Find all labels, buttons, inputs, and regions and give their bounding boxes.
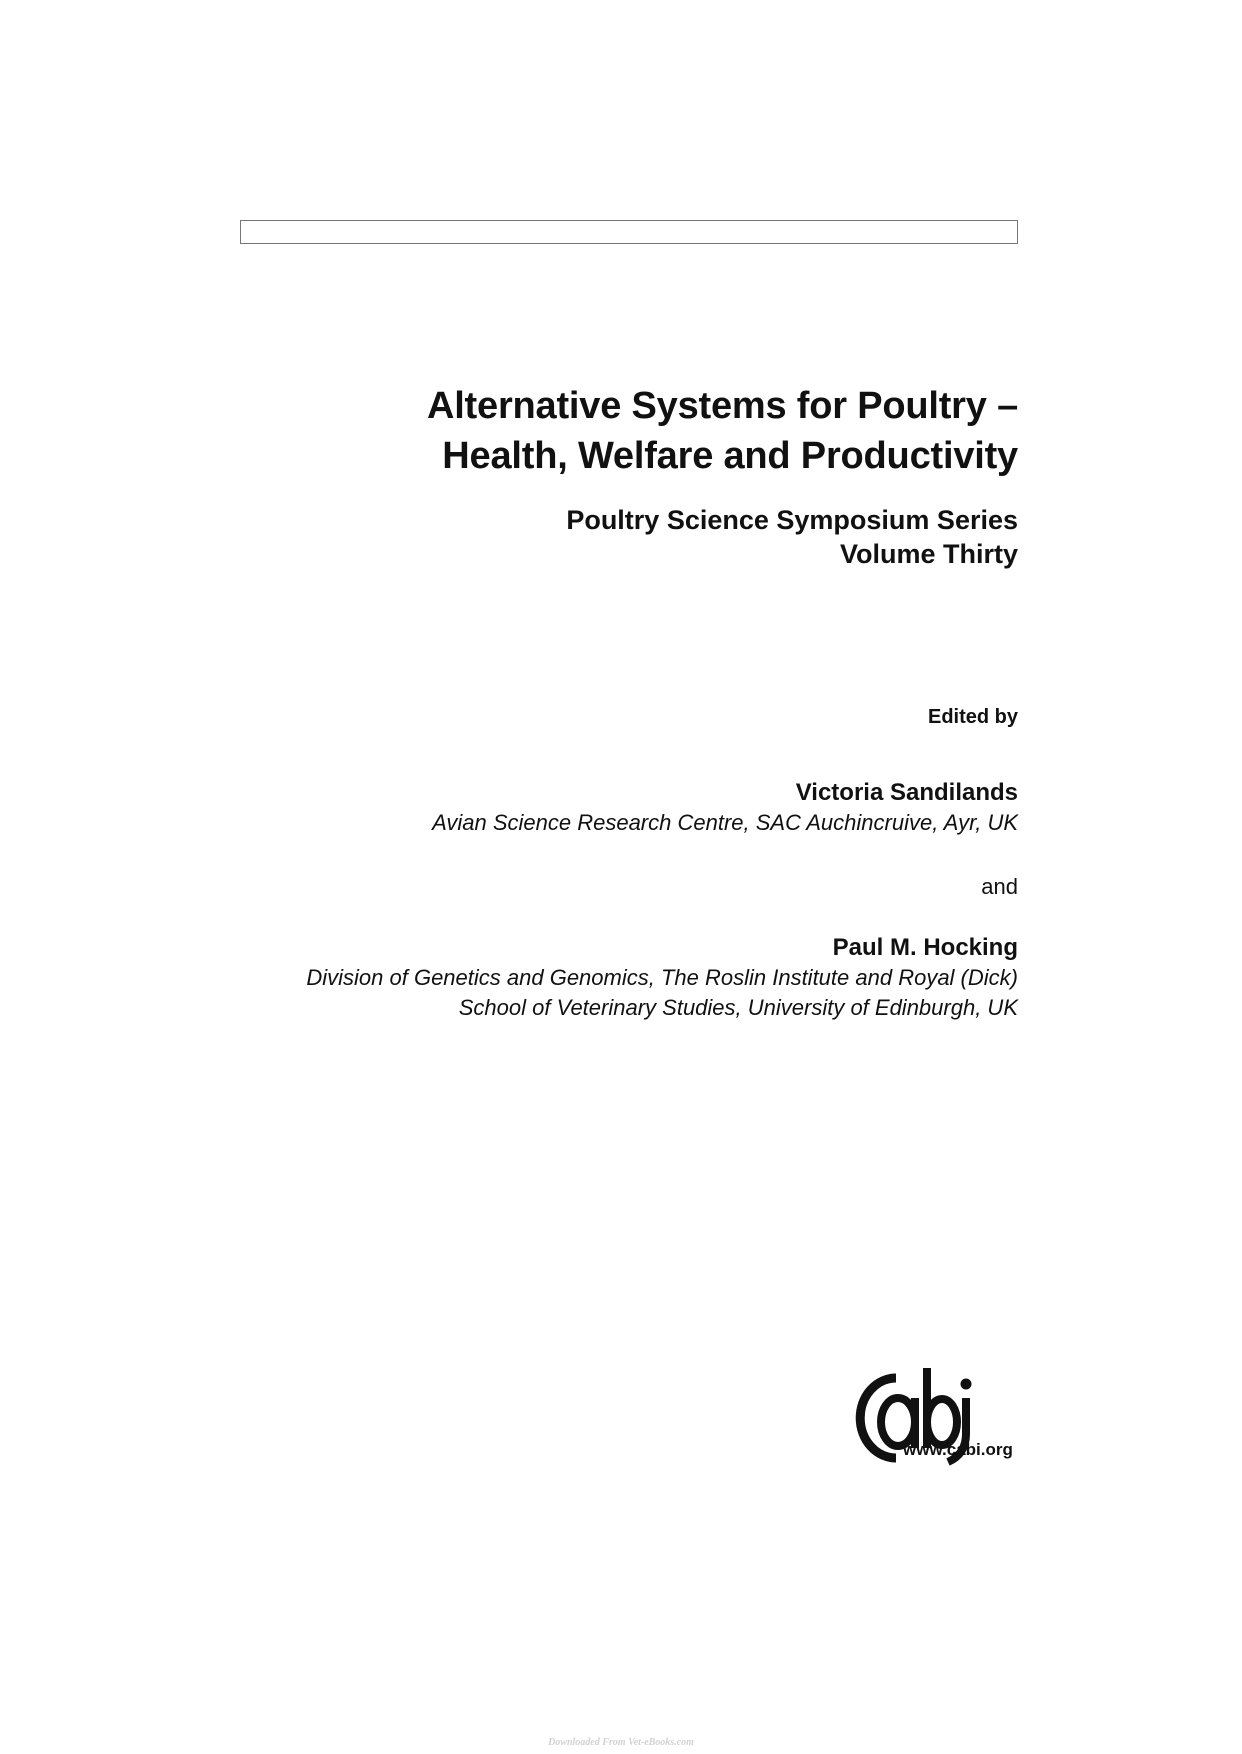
editor-2-affiliation-line-1: Division of Genetics and Genomics, The Roslin Institute and Royal (Dick) bbox=[306, 965, 1018, 990]
editor-1-name: Victoria Sandilands bbox=[795, 779, 1018, 806]
publisher-url: www.cabi.org bbox=[903, 1440, 1013, 1459]
editor-2-affiliation-line-2: School of Veterinary Studies, University of Edinburgh, UK bbox=[458, 995, 1018, 1020]
book-title bbox=[427, 381, 1018, 481]
editor-2-name: Paul M. Hocking bbox=[832, 934, 1018, 961]
editor-1-affiliation: Avian Science Research Centre, SAC Auchincruive, Ayr, UK bbox=[432, 810, 1018, 835]
book-title-line-2: Health, Welfare and Productivity bbox=[442, 435, 1018, 477]
footer-watermark: Downloaded From Vet-eBooks.com bbox=[548, 1737, 694, 1748]
series-name: Poultry Science Symposium Series bbox=[566, 505, 1018, 535]
and-separator: and bbox=[981, 874, 1018, 899]
edited-by-label: Edited by bbox=[927, 706, 1018, 728]
series-info bbox=[566, 503, 1018, 571]
book-title-line-1: Alternative Systems for Poultry – bbox=[426, 385, 1018, 427]
editor-1 bbox=[432, 778, 1018, 838]
header-rule-box bbox=[240, 220, 1018, 244]
editor-2 bbox=[306, 933, 1018, 1023]
series-volume: Volume Thirty bbox=[839, 539, 1018, 569]
